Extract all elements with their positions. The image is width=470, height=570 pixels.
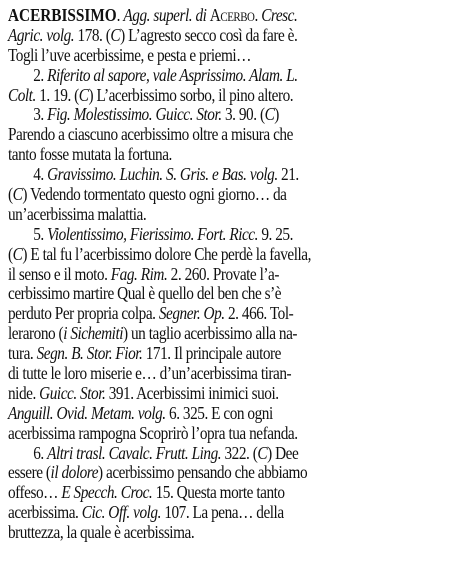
citation-text: Agric. volg. — [8, 24, 75, 45]
entry-text: bruttezza, la quale è acerbissima. — [8, 522, 195, 543]
entry-text: di tutte le loro miserie e… d’un’acerbissima tiran- — [8, 363, 292, 384]
entry-text: 1. 19. ( — [35, 84, 79, 105]
citation-text: Segner. Op. — [158, 303, 225, 324]
entry-text: ( — [8, 243, 13, 264]
entry-line — [8, 46, 462, 66]
entry-text: perduto Per propria colpa. — [8, 303, 159, 324]
entry-text: 15. Questa morte tanto — [152, 482, 285, 503]
entry-line — [8, 6, 462, 26]
entry-text: acerbissima rampogna Scoprirò l’opra tua nefanda. — [8, 422, 298, 443]
entry-line — [8, 125, 462, 145]
entry-text: offeso… — [8, 482, 62, 503]
entry-line — [8, 344, 462, 364]
entry-line — [8, 404, 462, 424]
entry-text: Parendo a ciascuno acerbissimo oltre a misura che — [8, 124, 293, 145]
citation-text: Agg. superl. di — [123, 5, 210, 25]
entry-text: 107. La pena… della — [160, 502, 284, 523]
entry-line — [8, 483, 462, 503]
entry-text: essere ( — [8, 462, 51, 483]
dictionary-entry — [8, 6, 460, 543]
sense-number: 2. — [33, 64, 48, 85]
entry-line — [8, 384, 462, 404]
entry-line — [8, 463, 462, 483]
entry-line — [8, 364, 462, 384]
citation-text: Segn. B. Stor. Fior. — [36, 343, 143, 364]
entry-text: . — [254, 5, 262, 25]
citation-text: Violentissimo, Fierissimo. Fort. Ricc. — [47, 223, 258, 244]
citation-text: Altri trasl. Cavalc. Frutt. Ling. — [47, 442, 222, 463]
entry-line — [8, 225, 470, 245]
entry-text: 2. 466. Tol- — [224, 303, 294, 324]
citation-text: E Specch. Croc. — [61, 482, 153, 503]
entry-line — [8, 165, 470, 185]
citation-text: Fig. Molestissimo. Guicc. Stor. — [47, 104, 222, 125]
citation-text: C — [78, 84, 89, 105]
entry-text: tura. — [8, 343, 37, 364]
entry-text: ) Vedendo tormentato questo ogni giorno… da — [22, 184, 287, 205]
entry-text: 9. 25. — [257, 223, 293, 244]
entry-line — [8, 265, 462, 285]
entry-text: nide. — [8, 382, 40, 403]
entry-line — [8, 66, 470, 86]
entry-text: 178. ( — [74, 24, 111, 45]
entry-text: Togli l’uve acerbissime, e pesta e priemi… — [8, 44, 251, 65]
entry-text: lerarono ( — [8, 323, 64, 344]
entry-line — [8, 245, 462, 265]
entry-line — [8, 284, 462, 304]
entry-line — [8, 424, 462, 444]
entry-text: 6. 325. E con ogni — [165, 402, 273, 423]
entry-text: 322. ( — [221, 442, 258, 463]
entry-text: 3. 90. ( — [221, 104, 265, 125]
entry-text: cerbissimo martire Qual è quello del ben che s’è — [8, 283, 282, 304]
citation-text: Guicc. Stor. — [39, 382, 106, 403]
citation-text: Anguill. Ovid. Metam. volg. — [8, 402, 166, 423]
entry-line — [8, 26, 462, 46]
entry-text: 171. Il principale autore — [142, 343, 281, 364]
entry-text: ) Dee — [267, 442, 299, 463]
entry-text: ) E tal fu l’acerbissimo dolore Che perdè la favella, — [22, 243, 311, 264]
citation-text: Cic. Off. volg. — [81, 502, 161, 523]
entry-text: ) acerbissimo pensando che abbiamo — [98, 462, 308, 483]
sense-number: 4. — [33, 164, 48, 185]
entry-text: ) — [274, 104, 279, 125]
entry-text: ) L’acerbissimo sorbo, il pino altero. — [88, 84, 294, 105]
entry-line — [8, 444, 470, 464]
citation-text: Riferito al sapore, vale Asprissimo. Alam. L. — [47, 64, 298, 85]
citation-text: C — [12, 184, 23, 205]
entry-line — [8, 185, 462, 205]
sense-number: 3. — [33, 104, 48, 125]
entry-line — [8, 503, 462, 523]
citation-text: i Sichemiti — [63, 323, 124, 344]
citation-text: C — [12, 243, 23, 264]
entry-text: il senso e il moto. — [8, 263, 111, 284]
entry-line — [8, 86, 462, 106]
citation-text: Colt. — [8, 84, 36, 105]
entry-line — [8, 205, 462, 225]
citation-text: il dolore — [50, 462, 99, 483]
sense-number: 6. — [33, 442, 48, 463]
citation-text: Gravissimo. Luchin. S. Gris. e Bas. volg. — [47, 164, 278, 185]
citation-text: Fag. Rim. — [110, 263, 168, 284]
entry-text: ) un taglio acerbissimo alla na- — [123, 323, 298, 344]
entry-text: 2. 260. Provate l’a- — [167, 263, 279, 284]
citation-text: C — [264, 104, 275, 125]
entry-text: . — [116, 5, 124, 25]
citation-text: C — [110, 24, 121, 45]
entry-text: acerbissima. — [8, 502, 82, 523]
headword: ACERBISSIMO — [8, 5, 117, 25]
entry-line — [8, 145, 462, 165]
entry-text: un’acerbissima malattia. — [8, 203, 147, 224]
sense-number: 5. — [33, 223, 48, 244]
citation-text: Cresc. — [261, 5, 298, 25]
entry-line — [8, 304, 462, 324]
entry-text: ) L’agresto secco così da fare è. — [120, 24, 298, 45]
cross-reference: Acerbo — [209, 5, 255, 25]
entry-text: ( — [8, 184, 13, 205]
entry-text: tanto fosse mutata la fortuna. — [8, 144, 172, 165]
entry-line — [8, 105, 470, 125]
entry-line — [8, 523, 462, 543]
entry-text: 21. — [277, 164, 299, 185]
entry-text: 391. Acerbissimi inimici suoi. — [105, 382, 279, 403]
entry-line — [8, 324, 462, 344]
citation-text: C — [257, 442, 268, 463]
